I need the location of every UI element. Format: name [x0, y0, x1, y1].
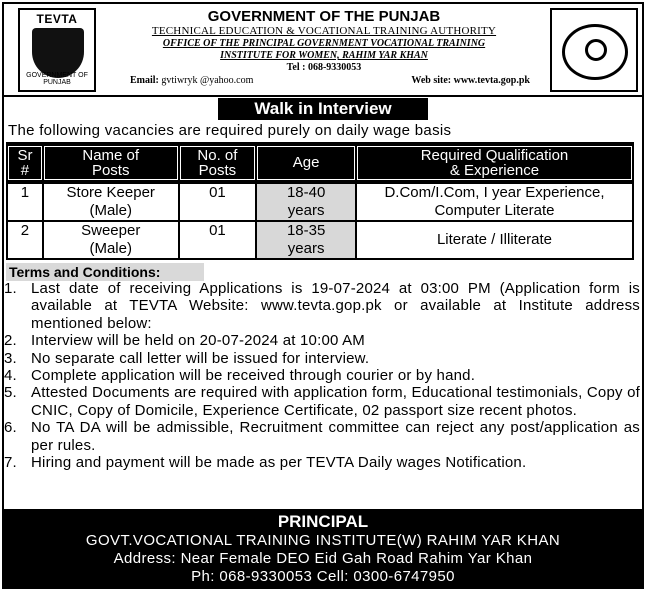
- punjab-emblem-icon: [562, 24, 628, 80]
- header-qualification: Required Qualification & Experience: [356, 143, 633, 183]
- notice-intro: The following vacancies are required purely on daily wage basis: [8, 122, 452, 139]
- footer-signature-block: [4, 509, 642, 587]
- emblem-circle-icon: [585, 39, 607, 61]
- list-item: 7. Hiring and payment will be made as per TEVTA Daily wages Notification.: [4, 454, 527, 472]
- footer-title: PRINCIPAL: [277, 512, 369, 531]
- cell-no-of-posts: 01: [179, 183, 257, 221]
- terms-heading: Terms and Conditions:: [6, 263, 204, 281]
- logo-ring-text: GOVERNMENT OF PUNJAB: [26, 72, 88, 86]
- header-no-of-posts: No. of Posts: [179, 143, 257, 183]
- table-row: [7, 221, 633, 259]
- website-label: Web site:: [411, 75, 452, 86]
- tevta-logo: [18, 8, 96, 92]
- cell-qualification: Literate / Illiterate: [356, 221, 633, 259]
- list-item: 3. No separate call letter will be issued for interview.: [4, 349, 370, 367]
- letterhead: [0, 0, 646, 96]
- footer-institute: GOVT.VOCATIONAL TRAINING INSTITUTE(W) RAHIM YAR KHAN: [85, 532, 561, 549]
- punjab-emblem: [550, 8, 638, 92]
- cell-age: 18-40 years: [256, 183, 356, 221]
- cell-sr: 2: [7, 221, 43, 259]
- table-header-row: [7, 143, 633, 183]
- footer-address: Address: Near Female DEO Eid Gah Road Rahim Yar Khan: [113, 550, 533, 567]
- header-divider: [4, 95, 642, 97]
- website: [411, 75, 530, 86]
- terms-list: [4, 280, 640, 471]
- cell-qualification: D.Com/I.Com, I year Experience, Computer Literate: [356, 183, 633, 221]
- cell-no-of-posts: 01: [179, 221, 257, 259]
- header-sr: Sr #: [7, 143, 43, 183]
- table-row: [7, 183, 633, 221]
- email-value: gvtiwryk @yahoo.com: [161, 75, 254, 86]
- cell-sr: 1: [7, 183, 43, 221]
- tevta-logo-text: TEVTA: [36, 12, 78, 26]
- cell-post-name: Store Keeper (Male): [43, 183, 179, 221]
- institute-title: INSTITUTE FOR WOMEN, RAHIM YAR KHAN: [220, 50, 428, 61]
- list-item: 1. Last date of receiving Applications is 19-07-2024 at 03:00 PM (Application form is available at TEVTA Website: www.tevta.gop.pk or available at Institute address mentioned below:: [4, 280, 640, 332]
- list-item: 6. No TA DA will be admissible, Recruitment committee can reject any post/application as per rules.: [4, 419, 640, 454]
- list-item: 4. Complete application will be received through courier or by hand.: [4, 367, 476, 385]
- footer-phone: Ph: 068-9330053 Cell: 0300-6747950: [191, 568, 455, 585]
- header-name-of-posts: Name of Posts: [43, 143, 179, 183]
- list-item: 5. Attested Documents are required with application form, Educational testimonials, Copy of CNIC, Copy of Domicile, Experience Certificate, 02 passport size recent photos.: [4, 384, 640, 419]
- cell-age: 18-35 years: [256, 221, 356, 259]
- vacancy-table: [6, 142, 634, 260]
- cell-post-name: Sweeper (Male): [43, 221, 179, 259]
- shield-icon: [32, 28, 84, 78]
- header-age: Age: [256, 143, 356, 183]
- authority-title: TECHNICAL EDUCATION & VOCATIONAL TRAINING AUTHORITY: [151, 25, 497, 37]
- email-label: Email:: [130, 75, 159, 86]
- office-title: OFFICE OF THE PRINCIPAL GOVERNMENT VOCATIONAL TRAINING: [162, 38, 486, 49]
- header-contact: [130, 75, 530, 86]
- notice-title: Walk in Interview: [218, 98, 428, 120]
- website-value: www.tevta.gop.pk: [453, 75, 530, 86]
- header-telephone: Tel : 068-9330053: [286, 62, 362, 73]
- government-title: GOVERNMENT OF THE PUNJAB: [207, 8, 441, 25]
- list-item: 2. Interview will be held on 20-07-2024 at 10:00 AM: [4, 332, 365, 350]
